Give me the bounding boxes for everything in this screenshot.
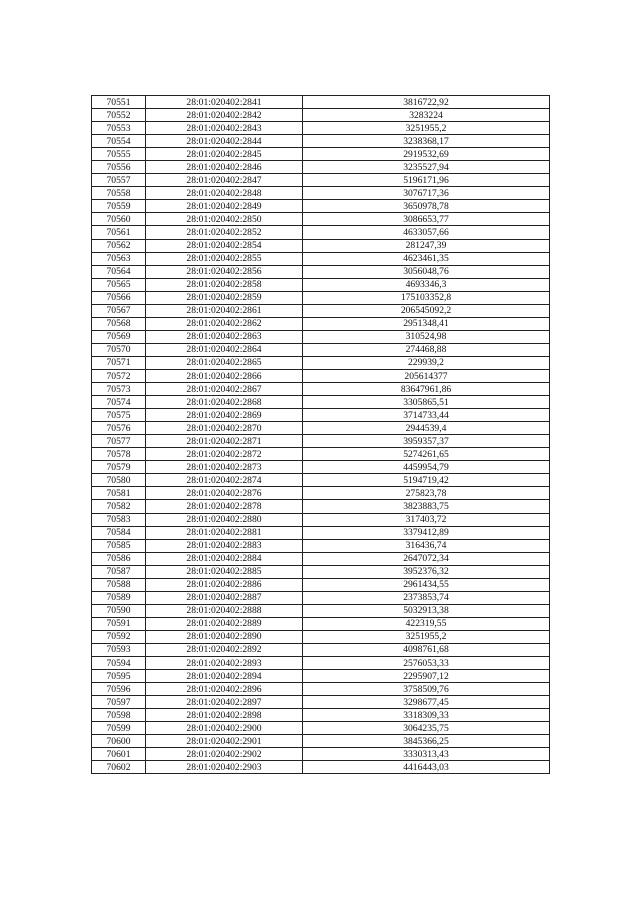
cadastral-number-cell: 28:01:020402:2878: [146, 500, 303, 513]
cadastral-number-cell: 28:01:020402:2896: [146, 683, 303, 696]
row-number-cell: 70555: [92, 148, 146, 161]
row-number-cell: 70552: [92, 109, 146, 122]
cadastral-value-cell: 205614377: [303, 369, 550, 382]
table-row: [92, 630, 550, 643]
row-number-cell: 70554: [92, 135, 146, 148]
table-row: [92, 122, 550, 135]
table-row: [92, 304, 550, 317]
table-row: [92, 422, 550, 435]
table-row: [92, 735, 550, 748]
cadastral-number-cell: 28:01:020402:2847: [146, 174, 303, 187]
row-number-cell: 70551: [92, 96, 146, 109]
cadastral-value-cell: 3086653,77: [303, 213, 550, 226]
table-row: [92, 409, 550, 422]
row-number-cell: 70581: [92, 487, 146, 500]
row-number-cell: 70601: [92, 748, 146, 761]
table-row: [92, 187, 550, 200]
cadastral-number-cell: 28:01:020402:2872: [146, 448, 303, 461]
cadastral-value-cell: 175103352,8: [303, 291, 550, 304]
row-number-cell: 70564: [92, 265, 146, 278]
table-row: [92, 448, 550, 461]
cadastral-value-cell: 3238368,17: [303, 135, 550, 148]
table-row: [92, 200, 550, 213]
table-row: [92, 135, 550, 148]
table-row: [92, 265, 550, 278]
cadastral-number-cell: 28:01:020402:2902: [146, 748, 303, 761]
table-row: [92, 278, 550, 291]
cadastral-value-cell: 316436,74: [303, 539, 550, 552]
row-number-cell: 70589: [92, 591, 146, 604]
cadastral-value-cell: 281247,39: [303, 239, 550, 252]
cadastral-value-cell: 422319,55: [303, 617, 550, 630]
table-row: [92, 617, 550, 630]
row-number-cell: 70567: [92, 304, 146, 317]
table-row: [92, 709, 550, 722]
table-row: [92, 670, 550, 683]
cadastral-number-cell: 28:01:020402:2846: [146, 161, 303, 174]
cadastral-number-cell: 28:01:020402:2854: [146, 239, 303, 252]
cadastral-number-cell: 28:01:020402:2888: [146, 604, 303, 617]
cadastral-number-cell: 28:01:020402:2871: [146, 435, 303, 448]
cadastral-value-cell: 2647072,34: [303, 552, 550, 565]
table-row: [92, 317, 550, 330]
cadastral-value-cell: 2961434,55: [303, 578, 550, 591]
cadastral-value-cell: 5196171,96: [303, 174, 550, 187]
cadastral-value-cell: 2951348,41: [303, 317, 550, 330]
cadastral-value-cell: 3714733,44: [303, 409, 550, 422]
row-number-cell: 70579: [92, 461, 146, 474]
cadastral-number-cell: 28:01:020402:2901: [146, 735, 303, 748]
cadastral-value-cell: 4416443,03: [303, 761, 550, 774]
cadastral-value-cell: 3251955,2: [303, 122, 550, 135]
table-row: [92, 252, 550, 265]
table-row: [92, 487, 550, 500]
cadastral-value-cell: 3959357,37: [303, 435, 550, 448]
cadastral-value-cell: 310524,98: [303, 330, 550, 343]
table-row: [92, 761, 550, 774]
cadastral-number-cell: 28:01:020402:2862: [146, 317, 303, 330]
cadastral-value-cell: 5274261,65: [303, 448, 550, 461]
cadastral-value-cell: 4098761,68: [303, 643, 550, 656]
cadastral-value-cell: 4633057,66: [303, 226, 550, 239]
cadastral-number-cell: 28:01:020402:2870: [146, 422, 303, 435]
cadastral-number-cell: 28:01:020402:2894: [146, 670, 303, 683]
table-row: [92, 109, 550, 122]
cadastral-number-cell: 28:01:020402:2842: [146, 109, 303, 122]
cadastral-number-cell: 28:01:020402:2886: [146, 578, 303, 591]
table-row: [92, 396, 550, 409]
cadastral-number-cell: 28:01:020402:2903: [146, 761, 303, 774]
row-number-cell: 70583: [92, 513, 146, 526]
cadastral-value-cell: 275823,78: [303, 487, 550, 500]
table-row: [92, 513, 550, 526]
cadastral-value-cell: 4459954,79: [303, 461, 550, 474]
row-number-cell: 70591: [92, 617, 146, 630]
cadastral-value-cell: 3298677,45: [303, 696, 550, 709]
row-number-cell: 70570: [92, 343, 146, 356]
table-row: [92, 239, 550, 252]
cadastral-number-cell: 28:01:020402:2841: [146, 96, 303, 109]
table-row: [92, 500, 550, 513]
row-number-cell: 70596: [92, 683, 146, 696]
cadastral-value-cell: 3283224: [303, 109, 550, 122]
cadastral-value-cell: 3650978,78: [303, 200, 550, 213]
row-number-cell: 70592: [92, 630, 146, 643]
cadastral-number-cell: 28:01:020402:2844: [146, 135, 303, 148]
row-number-cell: 70573: [92, 383, 146, 396]
row-number-cell: 70559: [92, 200, 146, 213]
row-number-cell: 70587: [92, 565, 146, 578]
row-number-cell: 70578: [92, 448, 146, 461]
cadastral-number-cell: 28:01:020402:2897: [146, 696, 303, 709]
cadastral-value-cell: 4693346,3: [303, 278, 550, 291]
row-number-cell: 70600: [92, 735, 146, 748]
cadastral-number-cell: 28:01:020402:2887: [146, 591, 303, 604]
table-row: [92, 539, 550, 552]
table-row: [92, 213, 550, 226]
row-number-cell: 70563: [92, 252, 146, 265]
table-row: [92, 578, 550, 591]
table-row: [92, 226, 550, 239]
cadastral-number-cell: 28:01:020402:2849: [146, 200, 303, 213]
table-row: [92, 722, 550, 735]
cadastral-number-cell: 28:01:020402:2893: [146, 657, 303, 670]
cadastral-value-cell: 3056048,76: [303, 265, 550, 278]
table-row: [92, 96, 550, 109]
cadastral-value-cell: 3379412,89: [303, 526, 550, 539]
cadastral-value-cell: 274468,88: [303, 343, 550, 356]
cadastral-number-cell: 28:01:020402:2869: [146, 409, 303, 422]
cadastral-number-cell: 28:01:020402:2850: [146, 213, 303, 226]
cadastral-value-cell: 229939,2: [303, 356, 550, 369]
row-number-cell: 70571: [92, 356, 146, 369]
table-row: [92, 565, 550, 578]
cadastral-number-cell: 28:01:020402:2852: [146, 226, 303, 239]
table-row: [92, 330, 550, 343]
cadastral-number-cell: 28:01:020402:2883: [146, 539, 303, 552]
cadastral-value-cell: 4623461,35: [303, 252, 550, 265]
table-row: [92, 291, 550, 304]
cadastral-value-cell: 3758509,76: [303, 683, 550, 696]
row-number-cell: 70562: [92, 239, 146, 252]
row-number-cell: 70588: [92, 578, 146, 591]
table-row: [92, 435, 550, 448]
cadastral-number-cell: 28:01:020402:2900: [146, 722, 303, 735]
cadastral-number-cell: 28:01:020402:2873: [146, 461, 303, 474]
row-number-cell: 70590: [92, 604, 146, 617]
table-row: [92, 748, 550, 761]
cadastral-number-cell: 28:01:020402:2866: [146, 369, 303, 382]
row-number-cell: 70556: [92, 161, 146, 174]
cadastral-number-cell: 28:01:020402:2892: [146, 643, 303, 656]
cadastral-number-cell: 28:01:020402:2867: [146, 383, 303, 396]
table-body: [92, 96, 550, 774]
table-row: [92, 148, 550, 161]
row-number-cell: 70577: [92, 435, 146, 448]
cadastral-value-cell: 3235527,94: [303, 161, 550, 174]
cadastral-number-cell: 28:01:020402:2856: [146, 265, 303, 278]
cadastral-number-cell: 28:01:020402:2858: [146, 278, 303, 291]
cadastral-value-cell: 3330313,43: [303, 748, 550, 761]
cadastral-value-cell: 3251955,2: [303, 630, 550, 643]
cadastral-number-cell: 28:01:020402:2881: [146, 526, 303, 539]
cadastral-value-table: [91, 95, 550, 774]
row-number-cell: 70569: [92, 330, 146, 343]
cadastral-number-cell: 28:01:020402:2861: [146, 304, 303, 317]
cadastral-number-cell: 28:01:020402:2865: [146, 356, 303, 369]
row-number-cell: 70584: [92, 526, 146, 539]
row-number-cell: 70553: [92, 122, 146, 135]
cadastral-number-cell: 28:01:020402:2864: [146, 343, 303, 356]
cadastral-number-cell: 28:01:020402:2855: [146, 252, 303, 265]
cadastral-number-cell: 28:01:020402:2848: [146, 187, 303, 200]
cadastral-value-cell: 3845366,25: [303, 735, 550, 748]
cadastral-number-cell: 28:01:020402:2898: [146, 709, 303, 722]
table-row: [92, 161, 550, 174]
row-number-cell: 70558: [92, 187, 146, 200]
table-row: [92, 369, 550, 382]
cadastral-number-cell: 28:01:020402:2843: [146, 122, 303, 135]
table-row: [92, 343, 550, 356]
row-number-cell: 70560: [92, 213, 146, 226]
cadastral-value-cell: 2373853,74: [303, 591, 550, 604]
row-number-cell: 70575: [92, 409, 146, 422]
cadastral-number-cell: 28:01:020402:2890: [146, 630, 303, 643]
cadastral-value-cell: 3816722,92: [303, 96, 550, 109]
row-number-cell: 70582: [92, 500, 146, 513]
row-number-cell: 70594: [92, 657, 146, 670]
cadastral-value-cell: 3076717,36: [303, 187, 550, 200]
cadastral-value-cell: 3318309,33: [303, 709, 550, 722]
cadastral-value-cell: 83647961,86: [303, 383, 550, 396]
cadastral-value-cell: 3064235,75: [303, 722, 550, 735]
cadastral-number-cell: 28:01:020402:2889: [146, 617, 303, 630]
cadastral-value-cell: 5194719,42: [303, 474, 550, 487]
cadastral-value-cell: 2944539,4: [303, 422, 550, 435]
cadastral-number-cell: 28:01:020402:2884: [146, 552, 303, 565]
cadastral-number-cell: 28:01:020402:2868: [146, 396, 303, 409]
row-number-cell: 70576: [92, 422, 146, 435]
cadastral-number-cell: 28:01:020402:2845: [146, 148, 303, 161]
cadastral-value-cell: 3952376,32: [303, 565, 550, 578]
row-number-cell: 70585: [92, 539, 146, 552]
cadastral-value-cell: 3823883,75: [303, 500, 550, 513]
row-number-cell: 70565: [92, 278, 146, 291]
cadastral-number-cell: 28:01:020402:2885: [146, 565, 303, 578]
table-row: [92, 474, 550, 487]
cadastral-value-cell: 206545092,2: [303, 304, 550, 317]
table-row: [92, 383, 550, 396]
table-row: [92, 643, 550, 656]
row-number-cell: 70566: [92, 291, 146, 304]
table-row: [92, 604, 550, 617]
row-number-cell: 70602: [92, 761, 146, 774]
table-row: [92, 356, 550, 369]
row-number-cell: 70557: [92, 174, 146, 187]
table-row: [92, 591, 550, 604]
row-number-cell: 70586: [92, 552, 146, 565]
row-number-cell: 70568: [92, 317, 146, 330]
cadastral-number-cell: 28:01:020402:2859: [146, 291, 303, 304]
row-number-cell: 70595: [92, 670, 146, 683]
row-number-cell: 70593: [92, 643, 146, 656]
cadastral-number-cell: 28:01:020402:2874: [146, 474, 303, 487]
row-number-cell: 70572: [92, 369, 146, 382]
cadastral-value-cell: 317403,72: [303, 513, 550, 526]
table-row: [92, 552, 550, 565]
row-number-cell: 70598: [92, 709, 146, 722]
row-number-cell: 70597: [92, 696, 146, 709]
row-number-cell: 70599: [92, 722, 146, 735]
table-row: [92, 657, 550, 670]
table-row: [92, 683, 550, 696]
cadastral-value-cell: 2919532,69: [303, 148, 550, 161]
cadastral-value-cell: 5032913,38: [303, 604, 550, 617]
table-row: [92, 696, 550, 709]
cadastral-number-cell: 28:01:020402:2863: [146, 330, 303, 343]
cadastral-number-cell: 28:01:020402:2876: [146, 487, 303, 500]
row-number-cell: 70561: [92, 226, 146, 239]
cadastral-number-cell: 28:01:020402:2880: [146, 513, 303, 526]
row-number-cell: 70580: [92, 474, 146, 487]
cadastral-value-cell: 3305865,51: [303, 396, 550, 409]
row-number-cell: 70574: [92, 396, 146, 409]
table-row: [92, 461, 550, 474]
cadastral-value-cell: 2576053,33: [303, 657, 550, 670]
table-row: [92, 174, 550, 187]
cadastral-value-cell: 2295907,12: [303, 670, 550, 683]
table-row: [92, 526, 550, 539]
